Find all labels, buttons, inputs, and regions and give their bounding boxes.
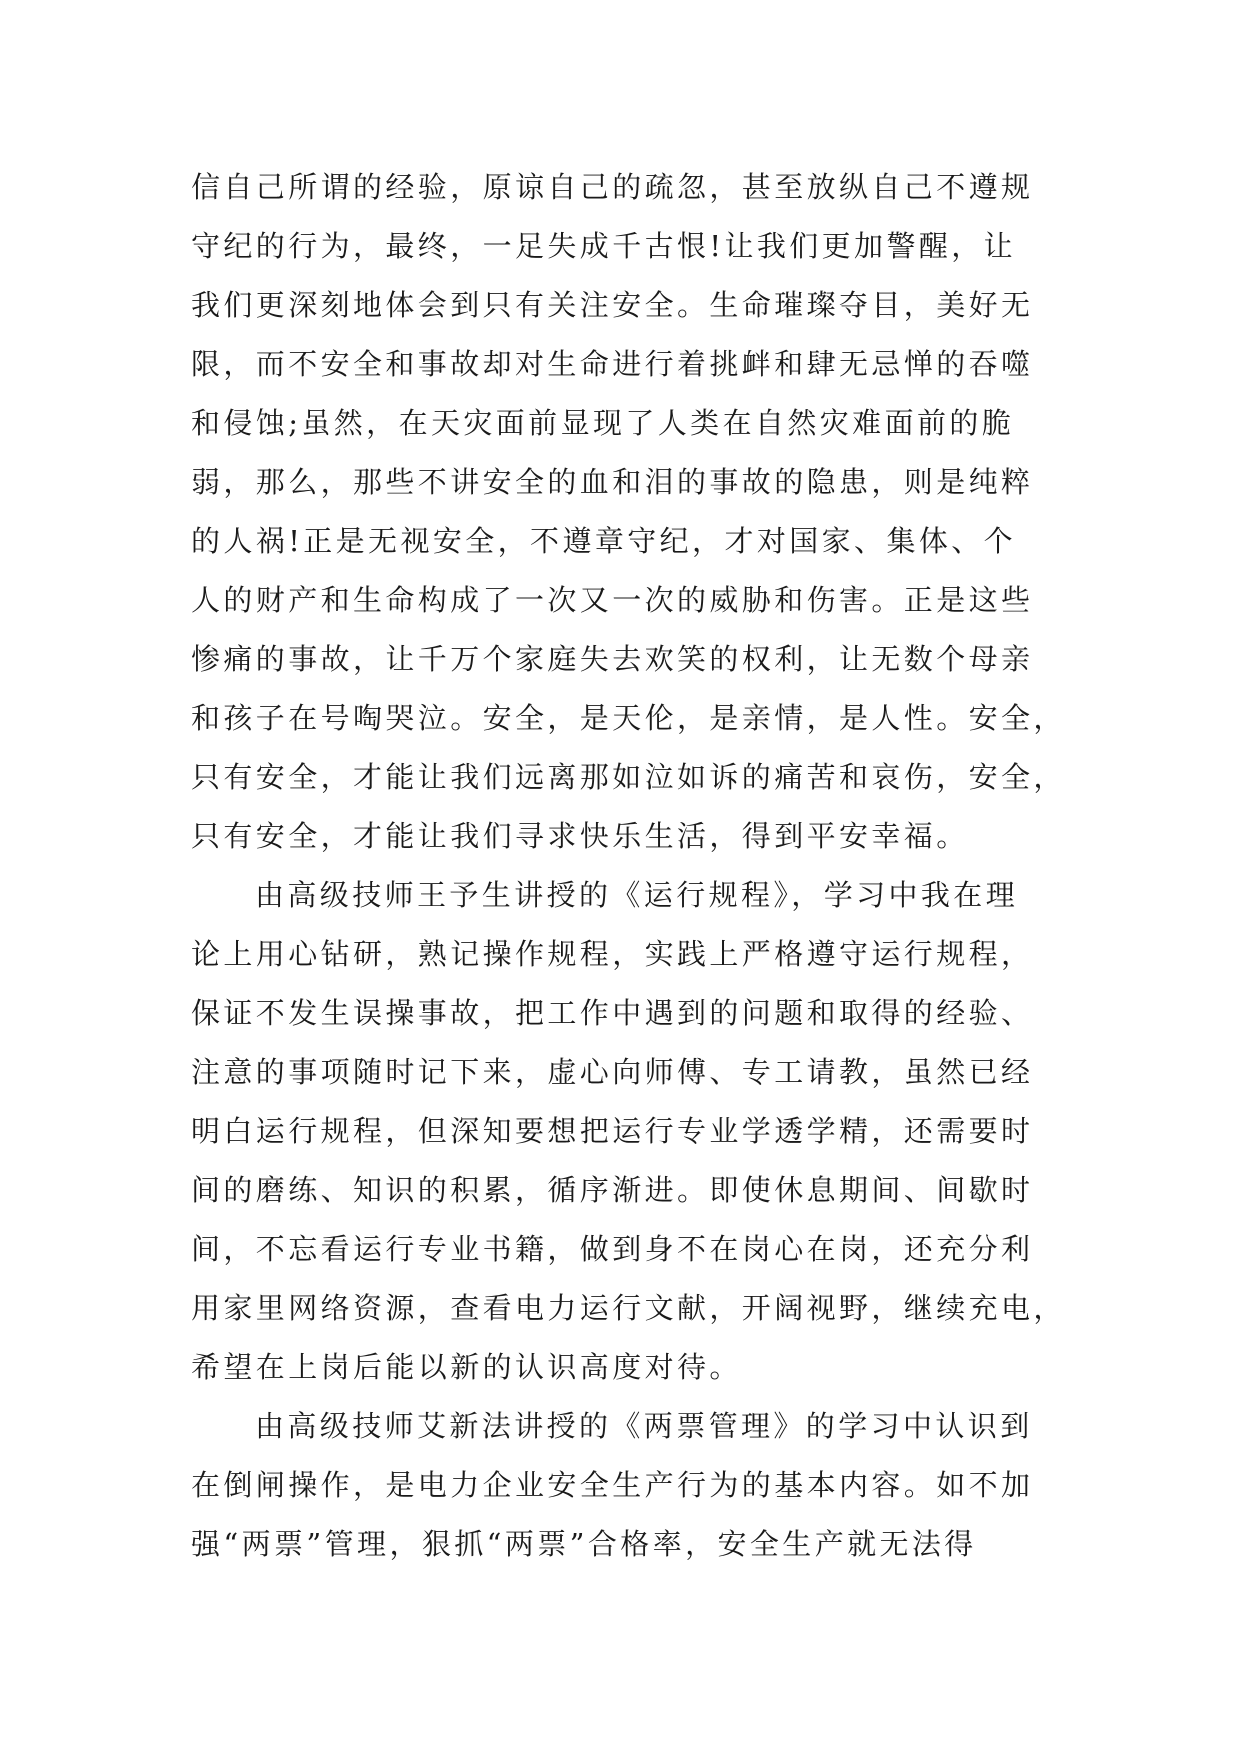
text-line: 在倒闸操作，是电力企业安全生产行为的基本内容。如不加 — [191, 1468, 1034, 1502]
text-line: 的人祸!正是无视安全，不遵章守纪，才对国家、集体、个 — [191, 524, 1017, 558]
text-line: 只有安全，才能让我们远离那如泣如诉的痛苦和哀伤，安全， — [191, 760, 1066, 794]
text-line: 守纪的行为，最终，一足失成千古恨!让我们更加警醒，让 — [191, 229, 1017, 263]
text-line: 用家里网络资源，查看电力运行文献，开阔视野，继续充电， — [191, 1291, 1066, 1325]
text-line: 惨痛的事故，让千万个家庭失去欢笑的权利，让无数个母亲 — [191, 642, 1034, 676]
text-line: 限，而不安全和事故却对生命进行着挑衅和肆无忌惮的吞噬 — [191, 347, 1034, 381]
text-line: 信自己所谓的经验，原谅自己的疏忽，甚至放纵自己不遵规 — [191, 170, 1034, 204]
paragraph-start-line: 由高级技师王予生讲授的《运行规程》，学习中我在理 — [255, 878, 1019, 912]
text-line: 和孩子在号啕哭泣。安全，是天伦，是亲情，是人性。安全， — [191, 701, 1066, 735]
text-line: 只有安全，才能让我们寻求快乐生活，得到平安幸福。 — [191, 819, 969, 853]
text-line: 人的财产和生命构成了一次又一次的威胁和伤害。正是这些 — [191, 583, 1034, 617]
paragraph-start-line: 由高级技师艾新法讲授的《两票管理》的学习中认识到 — [255, 1409, 1033, 1443]
text-line: 明白运行规程，但深知要想把运行专业学透学精，还需要时 — [191, 1114, 1034, 1148]
text-line: 注意的事项随时记下来，虚心向师傅、专工请教，虽然已经 — [191, 1055, 1034, 1089]
text-line: 论上用心钻研，熟记操作规程，实践上严格遵守运行规程， — [191, 937, 1034, 971]
text-line: 保证不发生误操事故，把工作中遇到的问题和取得的经验、 — [191, 996, 1034, 1030]
text-line: 我们更深刻地体会到只有关注安全。生命璀璨夺目，美好无 — [191, 288, 1034, 322]
text-line: 和侵蚀;虽然，在天灾面前显现了人类在自然灾难面前的脆 — [191, 406, 1015, 440]
text-line: 希望在上岗后能以新的认识高度对待。 — [191, 1350, 742, 1384]
text-line: 间，不忘看运行专业书籍，做到身不在岗心在岗，还充分利 — [191, 1232, 1034, 1266]
text-line: 间的磨练、知识的积累，循序渐进。即使休息期间、间歇时 — [191, 1173, 1034, 1207]
body-text — [191, 158, 1066, 1574]
text-line: 强“两票”管理，狠抓“两票”合格率，安全生产就无法得 — [191, 1527, 977, 1561]
text-line: 弱，那么，那些不讲安全的血和泪的事故的隐患，则是纯粹 — [191, 465, 1034, 499]
